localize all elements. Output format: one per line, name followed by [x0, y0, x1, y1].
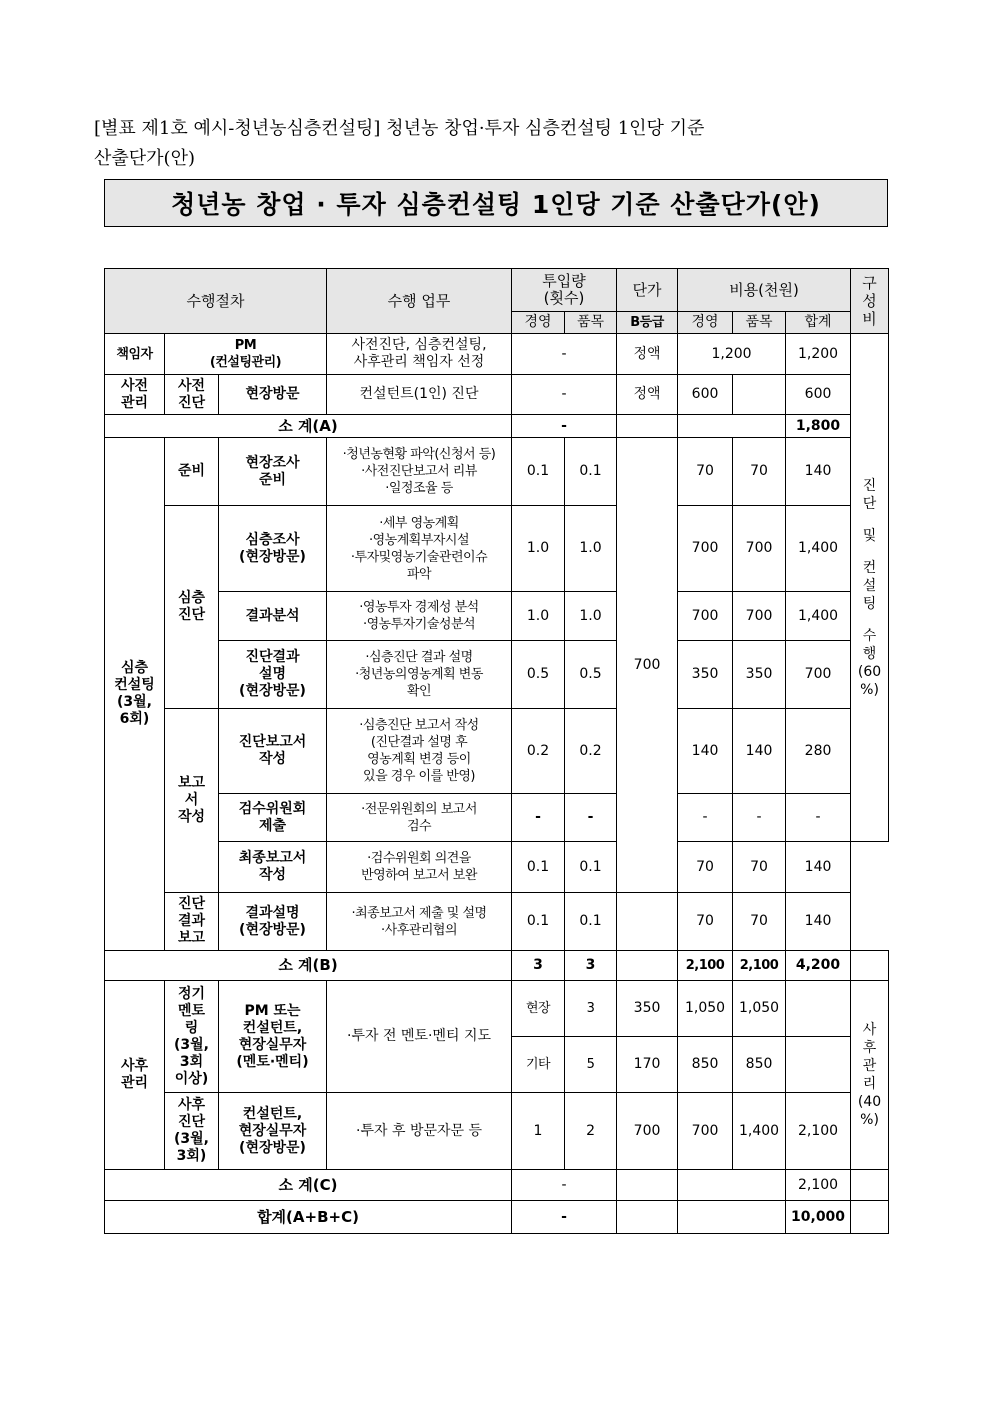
mentoring-site-cost-item: 1,050 — [733, 981, 786, 1037]
explanation-mgmt: 0.5 — [512, 641, 565, 709]
prep-cost-item: 70 — [733, 438, 786, 506]
heading-line1: [별표 제1호 예시-청년농심층컨설팅] 청년농 창업·투자 심층컨설팅 1인당 기준 — [94, 118, 705, 139]
post-diag-price: 700 — [617, 1093, 678, 1170]
pm-role: PM (컨설팅관리) — [165, 334, 327, 375]
subtotal-c-input: - — [512, 1170, 617, 1201]
report-write: 진단보고서 작성 — [219, 709, 327, 794]
hdr-mgmt: 경영 — [512, 312, 565, 334]
pre-task: 컨설턴트(1인) 진단 — [327, 375, 512, 415]
post-diag-roles: 컨설턴트, 현장실무자 (현장방문) — [219, 1093, 327, 1170]
post-diag-cost-item: 1,400 — [733, 1093, 786, 1170]
mentoring-site-price: 350 — [617, 981, 678, 1037]
mentoring-label: 정기 멘토 링 (3월, 3회 이상) — [165, 981, 219, 1093]
table-row — [105, 641, 889, 709]
report-label: 보고 서 작성 — [165, 709, 219, 893]
review-task: ·전문위원회의 보고서 검수 — [327, 794, 512, 842]
deep-total: 1,400 — [786, 506, 851, 592]
post-diag-task: ·투자 후 방문자문 등 — [327, 1093, 512, 1170]
mentoring-site-total — [786, 981, 851, 1037]
table-row — [105, 842, 889, 893]
subtotal-a-price — [617, 415, 678, 438]
prep-cost-mgmt: 70 — [678, 438, 733, 506]
deep-cost-item: 700 — [733, 506, 786, 592]
table-row — [105, 592, 889, 641]
review-submit: 검수위원회 제출 — [219, 794, 327, 842]
pre-visit: 현장방문 — [219, 375, 327, 415]
grand-total-composition — [851, 1201, 889, 1234]
final-report-cost-item: 70 — [733, 842, 786, 893]
prep-survey: 현장조사 준비 — [219, 438, 327, 506]
mentoring-other-count: 5 — [565, 1037, 617, 1093]
hdr-composition: 구 성 비 — [851, 269, 889, 334]
explanation-task: ·심층진단 결과 설명 ·청년농의영농계획 변동 확인 — [327, 641, 512, 709]
final-report-mgmt: 0.1 — [512, 842, 565, 893]
mentoring-task: ·투자 전 멘토·멘티 지도 — [327, 981, 512, 1093]
pm-cost: 1,200 — [678, 334, 786, 375]
hdr-procedure: 수행절차 — [105, 269, 327, 334]
result-explain-item: 0.1 — [565, 893, 617, 951]
diag-report-label: 진단 결과 보고 — [165, 893, 219, 951]
cost-table — [104, 268, 889, 1234]
subtotal-b-mgmt: 3 — [512, 951, 565, 981]
subtotal-c-label: 소 계(C) — [105, 1170, 512, 1201]
pm-task: 사전진단, 심층컨설팅, 사후관리 책임자 선정 — [327, 334, 512, 375]
review-total: - — [786, 794, 851, 842]
subtotal-a-label: 소 계(A) — [105, 415, 512, 438]
result-explain-total: 140 — [786, 893, 851, 951]
result-explain-cost-item: 70 — [733, 893, 786, 951]
pm-price: 정액 — [617, 334, 678, 375]
subtotal-a-input: - — [512, 415, 617, 438]
deep-unit-price: 700 — [617, 438, 678, 893]
pm-total: 1,200 — [786, 334, 851, 375]
prep-label: 준비 — [165, 438, 219, 506]
mentoring-site-cost-mgmt: 1,050 — [678, 981, 733, 1037]
analysis: 결과분석 — [219, 592, 327, 641]
review-cost-item: - — [733, 794, 786, 842]
mentoring-site-count: 3 — [565, 981, 617, 1037]
deep-survey: 심층조사 (현장방문) — [219, 506, 327, 592]
deep-consulting-label: 심층 컨설팅 (3월, 6회) — [105, 438, 165, 951]
pre-mgmt-label: 사전 관리 — [105, 375, 165, 415]
explanation-cost-item: 350 — [733, 641, 786, 709]
table-row — [105, 438, 889, 506]
prep-item: 0.1 — [565, 438, 617, 506]
grand-total-price — [617, 1201, 678, 1234]
prep-total: 140 — [786, 438, 851, 506]
table-row — [105, 794, 889, 842]
table-row — [105, 506, 889, 592]
pm-label: 책임자 — [105, 334, 165, 375]
table-row — [105, 1093, 889, 1170]
subtotal-c-cost — [678, 1170, 786, 1201]
analysis-total: 1,400 — [786, 592, 851, 641]
subtotal-c-total: 2,100 — [786, 1170, 851, 1201]
subtotal-a-total: 1,800 — [786, 415, 851, 438]
final-report-cost-mgmt: 70 — [678, 842, 733, 893]
result-explain-price — [617, 893, 678, 951]
report-write-total: 280 — [786, 709, 851, 794]
deep-diag-label: 심층 진단 — [165, 506, 219, 709]
composition-consulting: 진 단 및 컨 설 팅 수 행 (60 %) — [851, 334, 889, 842]
mentoring-other-label: 기타 — [512, 1037, 565, 1093]
subtotal-b-item: 3 — [565, 951, 617, 981]
post-diag-cost-mgmt: 700 — [678, 1093, 733, 1170]
analysis-item: 1.0 — [565, 592, 617, 641]
result-explain-cost-mgmt: 70 — [678, 893, 733, 951]
result-explain: 결과설명 (현장방문) — [219, 893, 327, 951]
hdr-item: 품목 — [565, 312, 617, 334]
analysis-mgmt: 1.0 — [512, 592, 565, 641]
mentoring-other-cost-item: 850 — [733, 1037, 786, 1093]
table-row — [105, 981, 889, 1037]
table-row — [105, 893, 889, 951]
final-report-total: 140 — [786, 842, 851, 893]
report-write-cost-item: 140 — [733, 709, 786, 794]
hdr-input: 투입량 (횟수) — [512, 269, 617, 312]
subtotal-b-cost-item: 2,100 — [733, 951, 786, 981]
post-diag-label: 사후 진단 (3월, 3회) — [165, 1093, 219, 1170]
explanation-total: 700 — [786, 641, 851, 709]
grand-total-value: 10,000 — [786, 1201, 851, 1234]
explanation-cost-mgmt: 350 — [678, 641, 733, 709]
post-mgmt-label: 사후 관리 — [105, 981, 165, 1170]
post-diag-mgmt: 1 — [512, 1093, 565, 1170]
mentoring-other-price: 170 — [617, 1037, 678, 1093]
mentoring-site-label: 현장 — [512, 981, 565, 1037]
mentoring-roles: PM 또는 컨설턴트, 현장실무자 (멘토·멘티) — [219, 981, 327, 1093]
pre-price: 정액 — [617, 375, 678, 415]
mentoring-other-cost-mgmt: 850 — [678, 1037, 733, 1093]
post-diag-item: 2 — [565, 1093, 617, 1170]
table-row — [105, 1201, 889, 1234]
hdr-task: 수행 업무 — [327, 269, 512, 334]
heading — [94, 114, 854, 174]
hdr-total: 합계 — [786, 312, 851, 334]
subtotal-b-total: 4,200 — [786, 951, 851, 981]
prep-task: ·청년농현황 파악(신청서 등) ·사전진단보고서 리뷰 ·일정조율 등 — [327, 438, 512, 506]
table-row — [105, 415, 889, 438]
mentoring-other-total — [786, 1037, 851, 1093]
grand-total-label: 합계(A+B+C) — [105, 1201, 512, 1234]
hdr-mgmt2: 경영 — [678, 312, 733, 334]
grand-total-input: - — [512, 1201, 617, 1234]
hdr-price: 단가 — [617, 269, 678, 312]
subtotal-c-composition — [851, 1170, 889, 1201]
hdr-item2: 품목 — [733, 312, 786, 334]
subtotal-b-cost-mgmt: 2,100 — [678, 951, 733, 981]
review-cost-mgmt: - — [678, 794, 733, 842]
table-row — [105, 1170, 889, 1201]
result-explain-task: ·최종보고서 제출 및 설명 ·사후관리협의 — [327, 893, 512, 951]
hdr-cost: 비용(천원) — [678, 269, 851, 312]
subtotal-a-cost — [678, 415, 786, 438]
pre-item-cost — [733, 375, 786, 415]
subtotal-c-price — [617, 1170, 678, 1201]
composition-post: 사 후 관 리 (40 %) — [851, 981, 889, 1170]
report-write-item: 0.2 — [565, 709, 617, 794]
review-mgmt: - — [512, 794, 565, 842]
pre-total: 600 — [786, 375, 851, 415]
table-header-row — [105, 269, 889, 312]
subtotal-b-price — [617, 951, 678, 981]
table-row — [105, 951, 889, 981]
heading-line2: 산출단가(안) — [94, 148, 195, 169]
grand-total-cost — [678, 1201, 786, 1234]
final-report: 최종보고서 작성 — [219, 842, 327, 893]
analysis-cost-item: 700 — [733, 592, 786, 641]
deep-cost-mgmt: 700 — [678, 506, 733, 592]
report-write-mgmt: 0.2 — [512, 709, 565, 794]
deep-item: 1.0 — [565, 506, 617, 592]
hdr-grade: B등급 — [617, 312, 678, 334]
explanation: 진단결과 설명 (현장방문) — [219, 641, 327, 709]
report-write-task: ·심층진단 보고서 작성 (진단결과 설명 후 영농계획 변경 등이 있을 경우 이를 반영) — [327, 709, 512, 794]
post-diag-total: 2,100 — [786, 1093, 851, 1170]
review-item: - — [565, 794, 617, 842]
report-write-cost-mgmt: 140 — [678, 709, 733, 794]
analysis-task: ·영농투자 경제성 분석 ·영농투자기술성분석 — [327, 592, 512, 641]
final-report-item: 0.1 — [565, 842, 617, 893]
subtotal-b-label: 소 계(B) — [105, 951, 512, 981]
prep-mgmt: 0.1 — [512, 438, 565, 506]
pm-input: - — [512, 334, 617, 375]
deep-survey-task: ·세부 영농계획 ·영농계획부자시설 ·투자및영농기술관련이슈 파악 — [327, 506, 512, 592]
pre-mgmt-cost: 600 — [678, 375, 733, 415]
result-explain-mgmt: 0.1 — [512, 893, 565, 951]
title-box — [104, 179, 888, 227]
analysis-cost-mgmt: 700 — [678, 592, 733, 641]
table-row — [105, 334, 889, 375]
pre-input: - — [512, 375, 617, 415]
page-title: 청년농 창업 · 투자 심층컨설팅 1인당 기준 산출단가(안) — [171, 190, 821, 219]
pre-diag-label: 사전 진단 — [165, 375, 219, 415]
subtotal-b-composition — [851, 951, 889, 981]
table-row — [105, 375, 889, 415]
final-report-task: ·검수위원회 의견을 반영하여 보고서 보완 — [327, 842, 512, 893]
deep-mgmt: 1.0 — [512, 506, 565, 592]
explanation-item: 0.5 — [565, 641, 617, 709]
table-row — [105, 709, 889, 794]
